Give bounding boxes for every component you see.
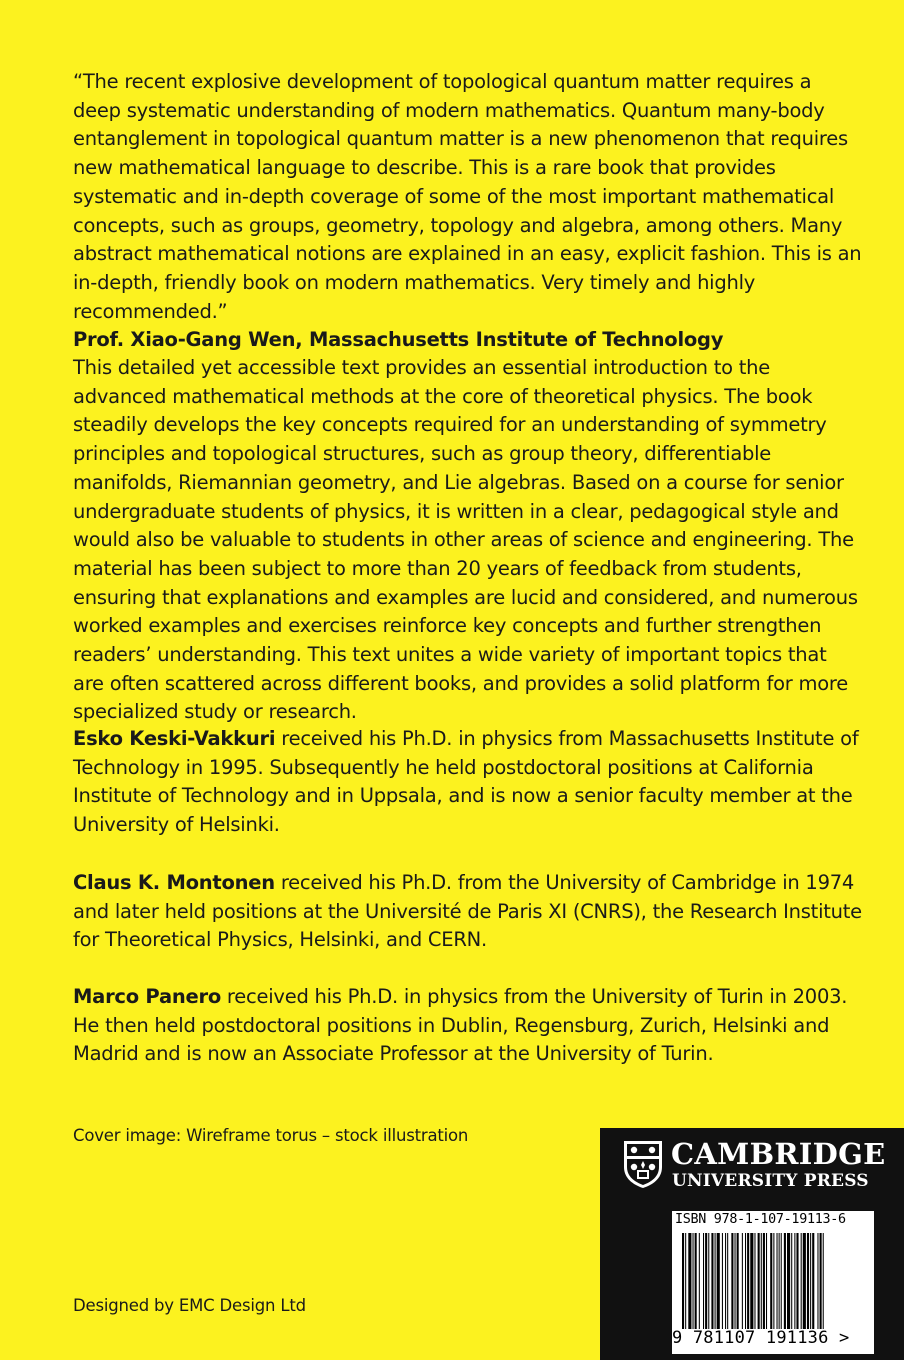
barcode-bar <box>761 1233 762 1329</box>
isbn-label: ISBN 978-1-107-19113-6 <box>675 1212 846 1227</box>
barcode-digits: 9 781107 191136 > <box>672 1328 850 1348</box>
author-bio-text: received his Ph.D. in physics from the University of Turin in 2003. He then held postdoctoral positions in Dublin, Regensburg, Zurich, Helsinki and Madrid and is now an Associate Professor at the University of Turin. <box>73 985 848 1066</box>
barcode-bar <box>688 1233 691 1329</box>
barcode-bar <box>750 1233 753 1329</box>
author-bio-text: received his Ph.D. from the University of Cambridge in 1974 and later held positions at the Université de Paris XI (CNRS), the Research Institute for Theoretical Physics, Helsinki, and CERN. <box>73 871 862 952</box>
barcode-bar <box>779 1233 780 1329</box>
barcode-bar <box>705 1233 707 1329</box>
cambridge-crest-icon <box>622 1139 664 1189</box>
barcode-bar <box>758 1233 760 1329</box>
barcode-bar <box>801 1233 802 1329</box>
barcode-bar <box>773 1233 774 1329</box>
author-name: Esko Keski-Vakkuri <box>73 727 276 750</box>
barcode-bar <box>807 1233 809 1329</box>
barcode-bar <box>715 1233 716 1329</box>
barcode-bar <box>810 1233 811 1329</box>
barcode-bar <box>812 1233 814 1329</box>
quote-attribution: Prof. Xiao-Gang Wen, Massachusetts Institute of Technology <box>73 328 724 352</box>
publisher-subname: UNIVERSITY PRESS <box>672 1171 869 1191</box>
barcode-bar <box>794 1233 795 1329</box>
barcode-bar <box>717 1233 720 1329</box>
barcode-bar <box>725 1233 726 1329</box>
barcode-bar <box>820 1233 822 1329</box>
barcode-bar <box>695 1233 697 1329</box>
barcode-bar <box>803 1233 806 1329</box>
barcode-bar <box>682 1233 684 1329</box>
barcode-bar <box>784 1233 786 1329</box>
endorsement-quote <box>73 68 863 355</box>
description-text: This detailed yet accessible text provides an essential introduction to the advanced mathematical methods at the core of theoretical physics. The book steadily develops the key concepts required for an understanding of symmetry principles and topological structures, such as group theory, differentiable manifolds, Riemannian geometry, and Lie algebras. Based on a course for senior undergraduate students of physics, it is written in a clear, pedagogical style and would also be valuable to students in other areas of science and engineering. The material has been subject to more than 20 years of feedback from students, ensuring that explanations and examples are lucid and considered, and numerous worked examples and exercises reinforce key concepts and further strengthen readers’ understanding. This text unites a wide variety of important topics that are often scattered across different books, and provides a solid platform for more specialized study or research. <box>73 356 858 724</box>
isbn-barcode <box>672 1211 874 1354</box>
barcode-bar <box>731 1233 733 1329</box>
author-bio-2 <box>73 869 863 955</box>
barcode-bar <box>747 1233 749 1329</box>
barcode-bar <box>796 1233 798 1329</box>
barcode-bar <box>711 1233 713 1329</box>
author-name: Claus K. Montonen <box>73 871 275 894</box>
publisher-name: CAMBRIDGE <box>671 1137 886 1171</box>
barcode-bar <box>777 1233 778 1329</box>
barcode-bar <box>722 1233 723 1329</box>
designer-credit: Designed by EMC Design Ltd <box>73 1296 306 1315</box>
barcode-bar <box>727 1233 728 1329</box>
barcode-bar <box>791 1233 792 1329</box>
barcode-bar <box>685 1233 686 1329</box>
cover-image-credit: Cover image: Wireframe torus – stock illustration <box>73 1126 469 1145</box>
barcode-bar <box>770 1233 772 1329</box>
barcode-bar <box>735 1233 736 1329</box>
barcode-bar <box>699 1233 700 1329</box>
barcode-bar <box>781 1233 782 1329</box>
author-bio-3 <box>73 983 863 1069</box>
barcode-bar <box>754 1233 755 1329</box>
barcode-bar <box>742 1233 743 1329</box>
quote-text: “The recent explosive development of topological quantum matter requires a deep systematic understanding of modern mathematics. Quantum many-body entanglement in topological quantum matter is a new phenomenon that requires new mathematical language to describe. This is a rare book that provides systematic and in-depth coverage of some of the most important mathematical concepts, such as groups, geometry, topology and algebra, among others. Many abstract mathematical notions are explained in an easy, explicit fashion. This is an in-depth, friendly book on modern mathematics. Very timely and highly recommended.” <box>73 70 862 323</box>
book-description <box>73 354 863 727</box>
barcode-bar <box>823 1233 824 1329</box>
author-bio-1 <box>73 725 863 840</box>
barcode-bar <box>737 1233 739 1329</box>
barcode-bar <box>693 1233 694 1329</box>
barcode-bar <box>703 1233 704 1329</box>
barcode-graphic <box>680 1233 870 1329</box>
author-name: Marco Panero <box>73 985 221 1008</box>
barcode-bar <box>745 1233 746 1329</box>
barcode-bar <box>766 1233 767 1329</box>
barcode-bar <box>817 1233 818 1329</box>
barcode-bar <box>763 1233 765 1329</box>
author-bio-text: received his Ph.D. in physics from Massachusetts Institute of Technology in 1995. Subsequently he held postdoctoral positions at California Institute of Technology and in Uppsala, and is now a senior faculty member at the University of Helsinki. <box>73 727 859 837</box>
publisher-panel <box>600 1128 904 1360</box>
barcode-bar <box>708 1233 709 1329</box>
barcode-bar <box>787 1233 790 1329</box>
